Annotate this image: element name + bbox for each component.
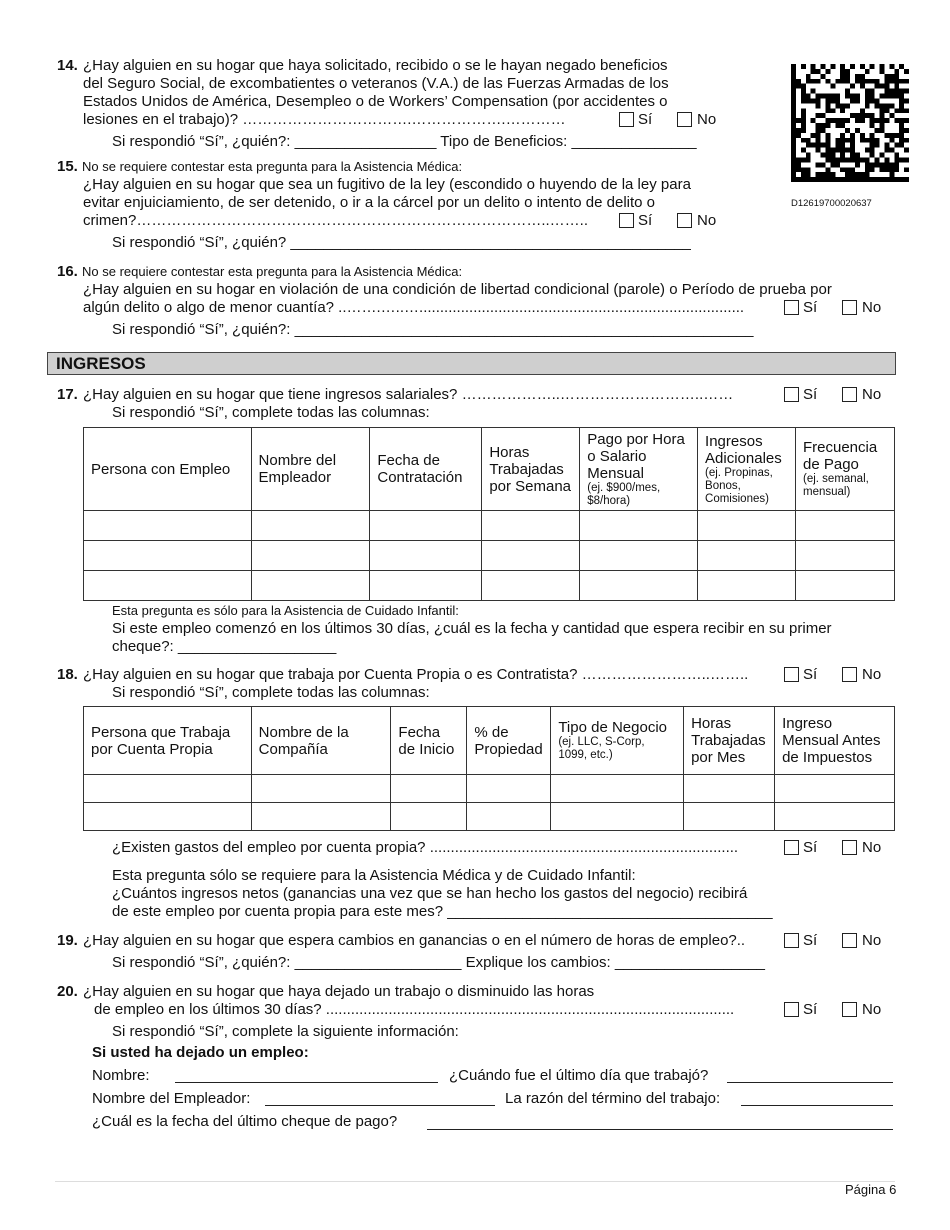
- table-cell[interactable]: [580, 541, 698, 571]
- wages-header-cell: Fecha de Contratación: [370, 428, 482, 511]
- q17-childcare-note: Esta pregunta es sólo para la Asistencia de Cuidado Infantil:: [112, 603, 459, 618]
- page-number: Página 6: [845, 1182, 897, 1197]
- q17-instructions: Si respondió “Sí”, complete todas las columnas:: [112, 404, 430, 421]
- q17-yes-checkbox[interactable]: [784, 387, 799, 402]
- q19-no-checkbox[interactable]: [842, 933, 857, 948]
- q20-last-check-field[interactable]: [427, 1129, 893, 1130]
- q18-expenses-no-checkbox[interactable]: [842, 840, 857, 855]
- self-employment-table-row: [84, 803, 895, 831]
- q18-yes-label: Sí: [803, 666, 818, 683]
- q14-yes-label: Sí: [638, 111, 653, 128]
- q18-net-line2[interactable]: de este empleo por cuenta propia para este mes? _______________________________________: [112, 903, 773, 920]
- q20-subheading: Si usted ha dejado un empleo:: [92, 1044, 309, 1061]
- wages-table-row: [84, 571, 895, 601]
- q15-who-field[interactable]: Si respondió “Sí”, ¿quién? ________________________________________________: [112, 234, 691, 251]
- q20-name-field[interactable]: [175, 1082, 438, 1083]
- q20-name-label: Nombre:: [92, 1067, 150, 1084]
- q14-no-checkbox[interactable]: [677, 112, 692, 127]
- wages-header-cell: Nombre del Empleador: [251, 428, 370, 511]
- q15-number: 15.: [57, 158, 78, 175]
- q19-line1: ¿Hay alguien en su hogar que espera cambios en ganancias o en el número de horas de empleo?..: [83, 932, 746, 949]
- q15-yes-label: Sí: [638, 212, 653, 229]
- q18-no-label: No: [862, 666, 882, 683]
- table-cell[interactable]: [698, 571, 796, 601]
- q20-no-label: No: [862, 1001, 882, 1018]
- table-cell[interactable]: [796, 571, 895, 601]
- q19-yes-label: Sí: [803, 932, 818, 949]
- footer-divider: [55, 1181, 895, 1182]
- q17-childcare-line2[interactable]: cheque?: ___________________: [112, 638, 337, 655]
- table-cell[interactable]: [251, 775, 391, 803]
- q16-yes-label: Sí: [803, 299, 818, 316]
- table-cell[interactable]: [251, 803, 391, 831]
- q18-yes-checkbox[interactable]: [784, 667, 799, 682]
- q20-last-day-label: ¿Cuándo fue el último día que trabajó?: [449, 1067, 709, 1084]
- self-employment-header-cell: Fecha de Inicio: [391, 707, 467, 775]
- table-cell[interactable]: [482, 511, 580, 541]
- table-cell[interactable]: [251, 541, 370, 571]
- table-cell[interactable]: [84, 541, 252, 571]
- q15-line1: ¿Hay alguien en su hogar que sea un fugitivo de la ley (escondido o huyendo de la ley para: [83, 176, 691, 193]
- q16-note: No se requiere contestar esta pregunta para la Asistencia Médica:: [82, 264, 463, 279]
- q18-net-line1: ¿Cuántos ingresos netos (ganancias una vez que se han hecho los gastos del negocio) recibirá: [112, 885, 748, 902]
- q14-line3: Estados Unidos de América, Desempleo o de Workers’ Compensation (por accidentes o: [83, 93, 668, 110]
- self-employment-header-cell: % de Propiedad: [467, 707, 551, 775]
- table-cell[interactable]: [84, 775, 252, 803]
- section-title: INGRESOS: [56, 354, 146, 373]
- q14-number: 14.: [57, 57, 78, 74]
- q17-no-checkbox[interactable]: [842, 387, 857, 402]
- table-cell[interactable]: [775, 803, 895, 831]
- q20-last-day-field[interactable]: [727, 1082, 893, 1083]
- wages-table: [83, 427, 895, 601]
- table-cell[interactable]: [370, 511, 482, 541]
- q16-line2: algún delito o algo de menor cuantía? ..…….…..…..............................................................................: [83, 299, 745, 316]
- table-cell[interactable]: [391, 775, 467, 803]
- q18-expenses-question: ¿Existen gastos del empleo por cuenta propia? ..........................................................................: [112, 839, 739, 856]
- q16-line1: ¿Hay alguien en su hogar en violación de una condición de libertad condicional (parole) o Período de prueba por: [83, 281, 832, 298]
- q15-no-label: No: [697, 212, 717, 229]
- table-cell[interactable]: [551, 775, 684, 803]
- table-cell[interactable]: [796, 511, 895, 541]
- table-cell[interactable]: [684, 803, 775, 831]
- q16-who-field[interactable]: Si respondió “Sí”, ¿quién?: _______________________________________________________: [112, 321, 754, 338]
- q14-line1: ¿Hay alguien en su hogar que haya solicitado, recibido o se le hayan negado beneficios: [83, 57, 668, 74]
- q20-line2: de empleo en los últimos 30 días? ..................................................................................................: [94, 1001, 735, 1018]
- q20-employer-label: Nombre del Empleador:: [92, 1090, 251, 1107]
- q15-no-checkbox[interactable]: [677, 213, 692, 228]
- wages-header-cell: Ingresos Adicionales (ej. Propinas, Bonos, Comisiones): [698, 428, 796, 511]
- section-header-ingresos: [47, 352, 896, 375]
- q19-no-label: No: [862, 932, 882, 949]
- q14-yes-checkbox[interactable]: [619, 112, 634, 127]
- q16-number: 16.: [57, 263, 78, 280]
- table-cell[interactable]: [370, 571, 482, 601]
- wages-header-cell: Persona con Empleo: [84, 428, 252, 511]
- table-cell[interactable]: [698, 541, 796, 571]
- table-cell[interactable]: [796, 541, 895, 571]
- table-cell[interactable]: [580, 571, 698, 601]
- q18-no-checkbox[interactable]: [842, 667, 857, 682]
- q17-no-label: No: [862, 386, 882, 403]
- table-cell[interactable]: [251, 571, 370, 601]
- wages-table-row: [84, 511, 895, 541]
- table-cell[interactable]: [467, 775, 551, 803]
- q18-number: 18.: [57, 666, 78, 683]
- barcode-code: D12619700020637: [791, 198, 872, 209]
- wages-table-row: [84, 541, 895, 571]
- datamatrix-barcode: [791, 64, 909, 182]
- q20-employer-field[interactable]: [265, 1105, 495, 1106]
- table-cell[interactable]: [370, 541, 482, 571]
- table-cell[interactable]: [482, 541, 580, 571]
- self-employment-header-cell: Ingreso Mensual Antes de Impuestos: [775, 707, 895, 775]
- q19-number: 19.: [57, 932, 78, 949]
- self-employment-table: [83, 706, 895, 831]
- q15-note: No se requiere contestar esta pregunta para la Asistencia Médica:: [82, 159, 463, 174]
- table-cell[interactable]: [84, 803, 252, 831]
- q20-reason-label: La razón del término del trabajo:: [505, 1090, 721, 1107]
- q18-line1: ¿Hay alguien en su hogar que trabaja por Cuenta Propia o es Contratista? ……………………..……..: [83, 666, 749, 683]
- q20-number: 20.: [57, 983, 78, 1000]
- table-cell[interactable]: [84, 511, 252, 541]
- q18-note: Esta pregunta sólo se requiere para la Asistencia Médica y de Cuidado Infantil:: [112, 867, 636, 884]
- q18-instructions: Si respondió “Sí”, complete todas las columnas:: [112, 684, 430, 701]
- q14-who-field[interactable]: Si respondió “Sí”, ¿quién?: _________________ Tipo de Beneficios: _______________: [112, 133, 697, 150]
- q20-line1: ¿Hay alguien en su hogar que haya dejado un trabajo o disminuido las horas: [83, 983, 595, 1000]
- q20-reason-field[interactable]: [741, 1105, 893, 1106]
- q16-no-checkbox[interactable]: [842, 300, 857, 315]
- q19-yes-checkbox[interactable]: [784, 933, 799, 948]
- q20-yes-checkbox[interactable]: [784, 1002, 799, 1017]
- table-cell[interactable]: [482, 571, 580, 601]
- q15-line2: evitar enjuiciamiento, de ser detenido, o ir a la cárcel por un delito o intento de delito o: [83, 194, 656, 211]
- table-cell[interactable]: [775, 775, 895, 803]
- table-cell[interactable]: [391, 803, 467, 831]
- q18-expenses-yes-label: Sí: [803, 839, 818, 856]
- self-employment-table-row: [84, 775, 895, 803]
- q15-line3: crimen?………………………………………………………………………..……..: [83, 212, 589, 229]
- wages-header-cell: Frecuencia de Pago (ej. semanal, mensual): [796, 428, 895, 511]
- q17-yes-label: Sí: [803, 386, 818, 403]
- q14-line2: del Seguro Social, de excombatientes o veteranos (V.A.) de las Fuerzas Armadas de los: [83, 75, 669, 92]
- wages-table-header: [84, 428, 895, 511]
- q17-line1: ¿Hay alguien en su hogar que tiene ingresos salariales? ………………..………………………..……: [83, 386, 734, 403]
- q20-no-checkbox[interactable]: [842, 1002, 857, 1017]
- q20-instructions: Si respondió “Sí”, complete la siguiente información:: [112, 1023, 459, 1040]
- table-cell[interactable]: [551, 803, 684, 831]
- wages-header-cell: Horas Trabajadas por Semana: [482, 428, 580, 511]
- q16-no-label: No: [862, 299, 882, 316]
- wages-header-cell: Pago por Hora o Salario Mensual (ej. $900/mes, $8/hora): [580, 428, 698, 511]
- q18-expenses-no-label: No: [862, 839, 882, 856]
- q20-last-check-label: ¿Cuál es la fecha del último cheque de pago?: [92, 1113, 398, 1130]
- q15-yes-checkbox[interactable]: [619, 213, 634, 228]
- q14-no-label: No: [697, 111, 717, 128]
- q19-who-field[interactable]: Si respondió “Sí”, ¿quién?: ____________________ Explique los cambios: __________________: [112, 954, 766, 971]
- q16-yes-checkbox[interactable]: [784, 300, 799, 315]
- q17-childcare-line1: Si este empleo comenzó en los últimos 30 días, ¿cuál es la fecha y cantidad que espera recibir en su primer: [112, 620, 832, 637]
- table-cell[interactable]: [698, 511, 796, 541]
- q17-number: 17.: [57, 386, 78, 403]
- q18-expenses-yes-checkbox[interactable]: [784, 840, 799, 855]
- table-cell[interactable]: [467, 803, 551, 831]
- self-employment-header-cell: Horas Trabajadas por Mes: [684, 707, 775, 775]
- self-employment-header-cell: Tipo de Negocio (ej. LLC, S-Corp, 1099, etc.): [551, 707, 684, 775]
- q14-line4: lesiones en el trabajo)? …………………………….……………….…………: [83, 111, 566, 128]
- self-employment-header-cell: Nombre de la Compañía: [251, 707, 391, 775]
- q20-yes-label: Sí: [803, 1001, 818, 1018]
- table-cell[interactable]: [580, 511, 698, 541]
- self-employment-table-header: [84, 707, 895, 775]
- table-cell[interactable]: [84, 571, 252, 601]
- table-cell[interactable]: [251, 511, 370, 541]
- self-employment-header-cell: Persona que Trabaja por Cuenta Propia: [84, 707, 252, 775]
- table-cell[interactable]: [684, 775, 775, 803]
